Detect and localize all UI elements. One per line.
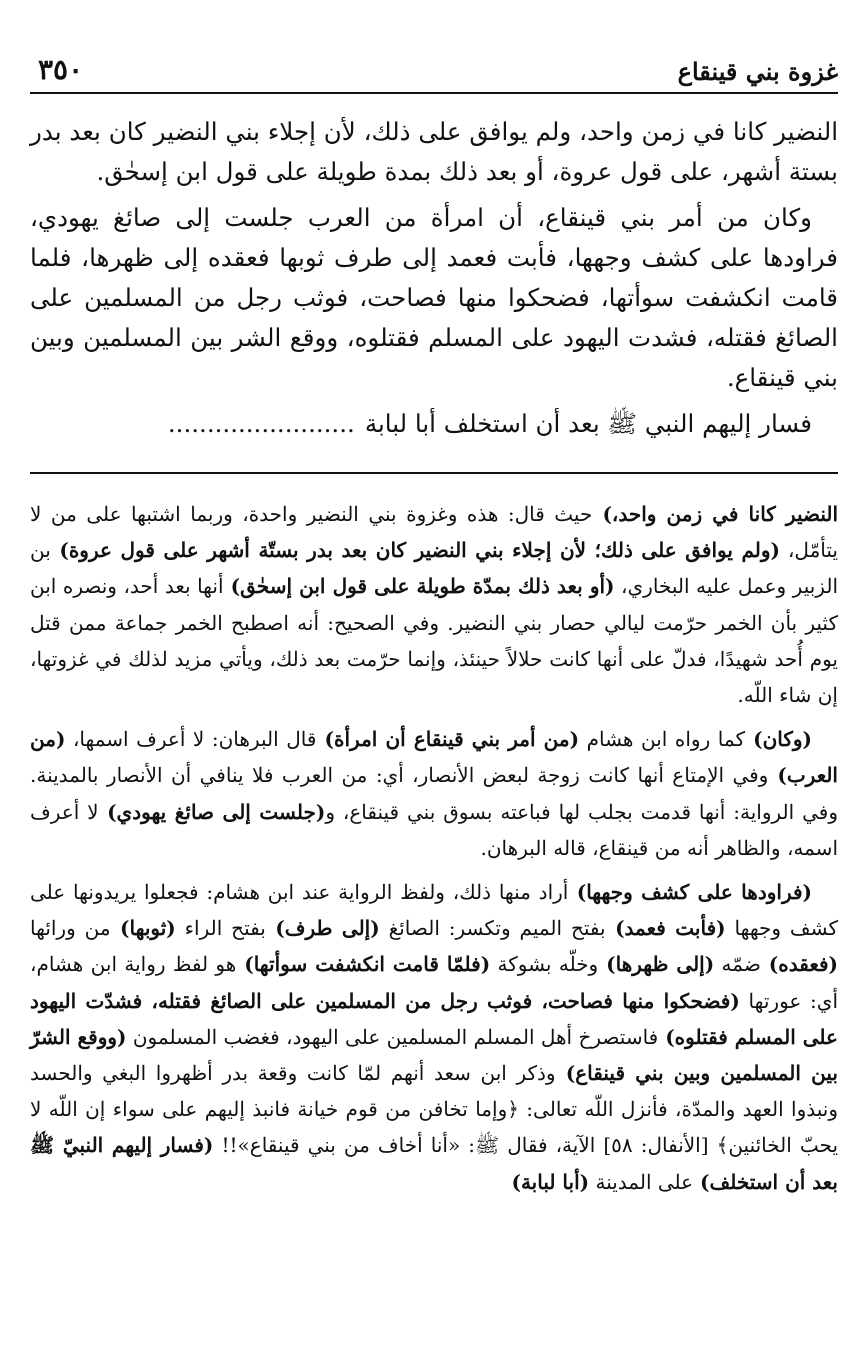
quoted-text-bold: النضير كانا في زمن واحد،) [592, 502, 839, 526]
quoted-text-bold: (فضحكوا منها فصاحت، فوثب رجل من المسلمين على الصائغ فقتله، فشدّت اليهود على المسلم فقتلوه) [30, 988, 838, 1049]
commentary-paragraph-3 [30, 874, 838, 1200]
commentary-text: على المدينة [589, 1169, 694, 1194]
quoted-text-bold: (أبا لبابة) [511, 1169, 590, 1194]
quoted-text-bold: (إلى طرف) [265, 916, 380, 941]
commentary-text: فاستصرخ أهل المسلم المسلمين على اليهود، فغضب المسلمون [126, 1024, 659, 1049]
quoted-text-bold: (فسار إليهم النبيّ ﷺ بعد أن استخلف) [30, 1133, 838, 1194]
quoted-text-bold: (فأبت فعمد) [605, 916, 726, 941]
quoted-text-bold: (من أمر بني قينقاع أن امرأة) [316, 727, 580, 752]
commentary-text: لا أعرف اسمه، والظاهر أنه من قينقاع، قاله البرهان. [30, 799, 838, 860]
footnote-separator [30, 472, 838, 474]
page-header [30, 40, 838, 86]
commentary-text: وخلّه بشوكة [490, 952, 599, 977]
commentary-text: هو لفظ رواية ابن هشام، أي: عورتها [30, 952, 839, 1013]
commentary-text: بن الزبير وعمل عليه البخاري، [30, 538, 838, 599]
commentary-text: وفي الإمتاع أنها كانت زوجة لبعض الأنصار، أي: من العرب فلا ينافي أن الأنصار بالمدينة. وفي الرواية: أنها قدمت بجلب لها فباعته بسوق بني قينقاع، و [30, 763, 838, 824]
commentary-text: أنها بعد أحد، ونصره ابن كثير بأن الخمر حرّمت ليالي حصار بني النضير. وفي الصحيح: أنه اصطبح الخمر جماعة ممن قتل يوم أُحد شهيدًا، فدلّ على أنها كانت حلالاً حينئذ، وإنما حرّمت بعد ذلك، ويأتي مزيد لذلك في غزوتها، إن شاء اللّه. [30, 574, 838, 708]
quoted-text-bold: (جلست إلى صائغ يهودي) [98, 799, 326, 824]
quoted-text-bold: (من العرب) [30, 727, 838, 788]
commentary-text: بفتح الميم وتكسر: الصائغ [379, 916, 606, 941]
commentary-text: قال البرهان: لا أعرف اسمها، [65, 727, 317, 752]
commentary-text: وذكر ابن سعد أنهم لمّا كانت وقعة بدر أظهروا البغي والحسد ونبذوا العهد والمدّة، فأنزل اللّه تعالى: ﴿وإما تخافن من قوم خيانة فانبذ إليهم على سواء إن اللّه لا يحبّ الخائنين﴾ [الأنفال: ٥٨] الآية، فقال ﷺ: «أنا أخاف من بني قينقاع»!! [30, 1061, 839, 1158]
quoted-text-bold: (ثوبها) [110, 916, 176, 941]
running-title: غزوة بني قينقاع [677, 57, 838, 86]
quoted-text-bold: (ولم يوافق على ذلك؛ لأن إجلاء بني النضير كان بعد بدر بستّة أشهر على قول عروة) [50, 538, 781, 563]
quoted-text-bold: (فعقده) [760, 952, 838, 977]
main-paragraph-2: وكان من أمر بني قينقاع، أن امرأة من العرب جلست إلى صائغ يهودي، فراودها على كشف وجهها، فأبت فعمد إلى طرف ثوبها فعقده إلى ظهرها، فلما قامت انكشفت سوأتها، فضحكوا منها فصاحت، فوثب رجل من المسلمين على الصائغ فقتله، فشدت اليهود على المسلم فقتلوه، ووقع الشر بين المسلمين وبين بني قينقاع. [30, 203, 838, 392]
commentary-text: بفتح الراء [175, 916, 266, 941]
main-paragraph-3 [30, 404, 838, 444]
book-page [30, 40, 838, 1208]
commentary-text: أراد منها ذلك، ولفظ الرواية عند ابن هشام: فجعلوا يريدونها على كشف وجهها [30, 880, 838, 941]
commentary-text: حيث قال: هذه وغزوة بني النضير واحدة، وربما اشتبها على من لا يتأمّل، [30, 502, 838, 563]
commentary-text: كما رواه ابن هشام [579, 727, 745, 752]
commentary-text: ضمّه [714, 952, 761, 977]
quoted-text-bold: (إلى ظهرها) [598, 952, 715, 977]
quoted-text-bold: (فلمّا قامت انكشفت سوأتها) [236, 952, 491, 977]
quoted-text-bold: (ووقع الشرّ بين المسلمين وبين بني قينقاع) [30, 1024, 838, 1086]
main-paragraph-3-text: فسار إليهم النبي ﷺ بعد أن استخلف أبا لبابة [364, 409, 812, 438]
commentary-paragraph-2 [30, 721, 838, 866]
commentary-text: من ورائها [30, 916, 111, 941]
quoted-text-bold: (وكان) [744, 727, 812, 752]
main-text [30, 112, 838, 444]
quoted-text-bold: (فراودها على كشف وجهها) [568, 880, 813, 905]
commentary [30, 496, 838, 1200]
header-rule [30, 92, 838, 94]
continuation-dots: ........................ [167, 409, 355, 438]
quoted-text-bold: (أو بعد ذلك بمدّة طويلة على قول ابن إسحٰق) [223, 574, 615, 599]
page-number: ٣٥٠ [38, 53, 84, 86]
commentary-paragraph-1 [30, 496, 838, 713]
main-paragraph-1: النضير كانا في زمن واحد، ولم يوافق على ذلك، لأن إجلاء بني النضير كان بعد بدر بستة أشهر، على قول عروة، أو بعد ذلك بمدة طويلة على قول ابن إسحٰق. [30, 117, 838, 186]
